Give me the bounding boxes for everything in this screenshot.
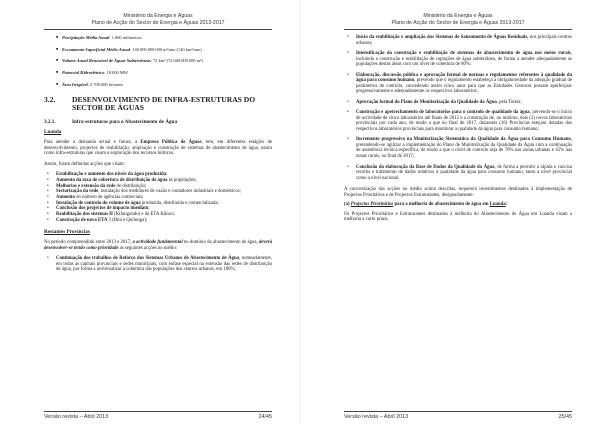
list-item: • Aumento da taxa de cobertura de distribuição de água às populações; <box>44 178 272 184</box>
section-title: DESENVOLVIMENTO DE INFRA-ESTRUTURAS DO SECTOR DE ÁGUAS <box>72 95 256 113</box>
page-header <box>344 0 572 27</box>
list-item: • Sectorização da rede, instalação dos medidores de vazão e contadores industriais e domésticos; <box>44 189 272 195</box>
subhead-provincias: Restantes Províncias <box>44 229 90 236</box>
list-item: • Instalação de controlo do volume de água produzida, distribuída e comercializada; <box>44 201 272 207</box>
indicator-item: ■ Precipitação Média Anual: 1.060 milímetros <box>56 35 272 40</box>
footer-version: Versão revista – Abril 2013 <box>344 414 409 420</box>
page-header <box>44 0 272 27</box>
footer-version: Versão revista – Abril 2013 <box>44 414 109 420</box>
indicator-item: ■ Escoamento Superficial Médio Anual: 140.000.000.000 m³/ano (140 km³/ano) <box>56 47 272 52</box>
page-number: 24/45 <box>258 414 272 420</box>
page-footer <box>44 411 272 420</box>
section-heading <box>44 96 272 113</box>
paragraph: No período compreendido entre 2013 e 2017, a actividade fundamental no domínio do abastecimento de água, deverá desenvolver-se tendo como prioridade as seguintes acções no médio: <box>44 240 272 251</box>
list-item: • Reabilitação dos sistemas II (Kifangondo) e da ETA Kikuxi; <box>44 212 272 218</box>
list-item: • Intensificação da construção e reabilitação de sistemas de abastecimento de água nos meios rurais, incluindo a construção e reabilitação de captações de água subterrânea, de forma a atender adequadamente as populações destas áreas com um nível de cobertura de 80%; <box>344 51 572 68</box>
list-item: • Aprovação formal do Plano de Monitorização da Qualidade da Água, pela Tutela; <box>344 100 572 106</box>
paragraph: Os Projectos Prioritários e Estruturantes destinados à melhoria do Abastecimento de Água em Luanda visam a melhoria a curto prazo, <box>344 211 572 223</box>
list-item: • Melhorias e extensão da rede de distribuição; <box>44 184 272 190</box>
indicator-list <box>56 35 272 87</box>
list-item: • Incremento progressivo na Monitorização Sistemática da Qualidade da Água para Consumo Humano, pretendendo-se agilizar a implementação do Plano de Monitorização da Qualidade da Água com a continuação de assistência técnica específica, de modo a que o nível de controlo seja de 70% nas zonas urbanas e 45% nas zonas rurais, no final de 2017; <box>344 137 572 159</box>
provinces-list <box>44 256 272 273</box>
page-number: 25/45 <box>558 414 572 420</box>
list-item: • Construção de nova ETA 3 (Bita e Quilonga); <box>44 218 272 224</box>
list-item: • Início da reabilitação e ampliação dos Sistemas de Saneamento de Águas Residuais, nos principais centros urbanos; <box>344 35 572 46</box>
indicator-item: ■ Potencial Hidroelétrico: 18.000 MW <box>56 70 272 75</box>
subhead-luanda: Luanda <box>44 129 62 136</box>
actions-list <box>344 35 572 181</box>
list-item: • Conclusão dos projectos de impacto imediato; <box>44 206 272 212</box>
list-item: • Construção e apetrechamento de laboratórios para o controlo de qualidade da água, prevendo-se o início de actividade de cinco laboratórios até finais de 2012 e a construção de, no mínimo, dois (2) novos laboratórios provinciais por cada ano, de modo a que no final de 2017, dezasseis (16) Províncias estejam dotadas dos respectivos laboratórios provinciais para monitorar a qualidade da água para consumo humano; <box>344 110 572 132</box>
paragraph: A concretização das acções no médio acima descritas, requererá investimentos destinados à implementação de Projectos Prioritários e de Projectos Estruturantes, designadamente: <box>344 187 572 198</box>
actions-list <box>44 172 272 223</box>
subsection-heading <box>44 119 272 126</box>
header-ministry: Ministério da Energia e Águas <box>423 13 493 19</box>
subsection-number: 3.2.1. <box>44 118 56 125</box>
paragraph: Assim, foram definidas acções que visam: <box>44 161 125 167</box>
section-number: 3.2. <box>44 95 56 105</box>
subsection-title: Infra-estruturas para o Abastecimento de Água <box>72 118 178 125</box>
list-item: • Aumento do número de agências comerciais; <box>44 195 272 201</box>
paragraph: Para atender a demanda actual e futura, a Empresa Pública de Águas, tem, em diferentes estágios de desenvolvimento, projectos de reabilitação, ampliação e construção de sistemas de abastecimento de água, assim como infra-estruturas que visam a exploração dos recursos hídricos. <box>44 140 272 157</box>
header-ministry: Ministério da Energia e Águas <box>123 13 193 19</box>
header-plan-title: Plano de Acção do Sector de Energia e Águas 2013-2017 <box>391 20 525 26</box>
list-item: • Conclusão da elaboração da Base de Dados da Qualidade da Água, de forma a permitir a rápida e concisa recolha e tratamento de dados relativos à qualidade da água para consumo humano, tanto a nível provincial como a nível nacional. <box>344 165 572 182</box>
indicator-item: ■ Área Irrigável: 3.700.000 hectares <box>56 82 272 87</box>
header-plan-title: Plano de Acção do Sector de Energia e Águas 2013-2017 <box>91 20 225 26</box>
header-rule <box>344 29 572 30</box>
header-rule <box>44 29 272 30</box>
list-item: • Continuação dos trabalhos de Reforço dos Sistemas Urbanos de Abastecimento de Água, nomeadamente, em todas as capitais provinciais e sedes municipais, com ênfase especial na extensão das redes de distribuição de água, por forma a universalizar a cobertura das populações dos centros urbanos, em 100%; <box>44 256 272 273</box>
page-footer <box>344 411 572 420</box>
list-item: • Estabilização e aumento dos níveis da água produzida; <box>44 172 272 178</box>
indicator-item: ■ Volume Anual Renovável de Águas Subterrâneas: 72 km³ (72.000.000.000 m³) <box>56 58 272 63</box>
paragraph: (a) Projectos Prioritários para a melhoria do abastecimento de água em Luanda: <box>344 202 508 208</box>
page-25 <box>300 0 600 424</box>
list-item: • Elaboração, discussão pública e aprovação formal de normas e regulamentos referentes à qualidade da água para consumo humano, prevendo que o regulamento estabeleça a obrigatoriedade da adopção gradual de parâmetros de controlo, concedendo assim cinco anos para que as Entidades Gestoras possam aperfeiçoar progressivamente e adequadamente os respectivos laboratórios; <box>344 73 572 95</box>
